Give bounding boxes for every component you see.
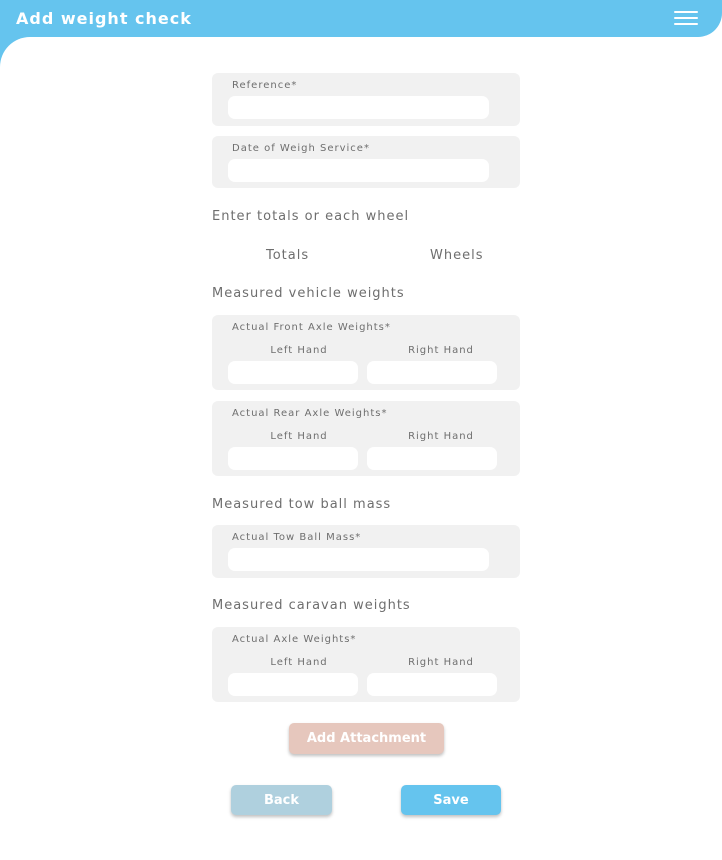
caravan-left-input[interactable] [228,673,358,696]
totals-option[interactable]: Totals [266,248,310,263]
front-right-input[interactable] [367,361,497,384]
tow-ball-label: Actual Tow Ball Mass* [232,532,362,543]
caravan-axle-label: Actual Axle Weights* [232,634,357,645]
rear-axle-card [212,401,520,476]
reference-card [212,73,520,126]
caravan-axle-card [212,627,520,702]
header-corner [698,0,722,37]
entry-mode-heading: Enter totals or each wheel [212,209,410,224]
tow-ball-card [212,525,520,578]
date-card [212,136,520,188]
date-label: Date of Weigh Service* [232,143,370,154]
save-button[interactable]: Save [401,785,501,815]
front-axle-card [212,315,520,390]
page-title: Add weight check [16,9,192,28]
rear-right-label: Right Hand [408,431,474,442]
reference-input[interactable] [228,96,489,119]
caravan-right-input[interactable] [367,673,497,696]
tow-ball-input[interactable] [228,548,489,571]
hamburger-menu-icon[interactable] [674,10,698,26]
add-attachment-button[interactable]: Add Attachment [289,723,444,754]
front-right-label: Right Hand [408,345,474,356]
rear-axle-label: Actual Rear Axle Weights* [232,408,388,419]
front-axle-label: Actual Front Axle Weights* [232,322,391,333]
rear-left-input[interactable] [228,447,358,470]
caravan-weights-heading: Measured caravan weights [212,598,411,613]
caravan-left-label: Left Hand [270,657,328,668]
wheels-option[interactable]: Wheels [430,248,484,263]
date-input[interactable] [228,159,489,182]
header-curve [0,37,30,67]
front-left-label: Left Hand [270,345,328,356]
back-button[interactable]: Back [231,785,332,815]
caravan-right-label: Right Hand [408,657,474,668]
front-left-input[interactable] [228,361,358,384]
reference-label: Reference* [232,80,298,91]
tow-ball-heading: Measured tow ball mass [212,497,392,512]
rear-left-label: Left Hand [270,431,328,442]
rear-right-input[interactable] [367,447,497,470]
vehicle-weights-heading: Measured vehicle weights [212,286,405,301]
